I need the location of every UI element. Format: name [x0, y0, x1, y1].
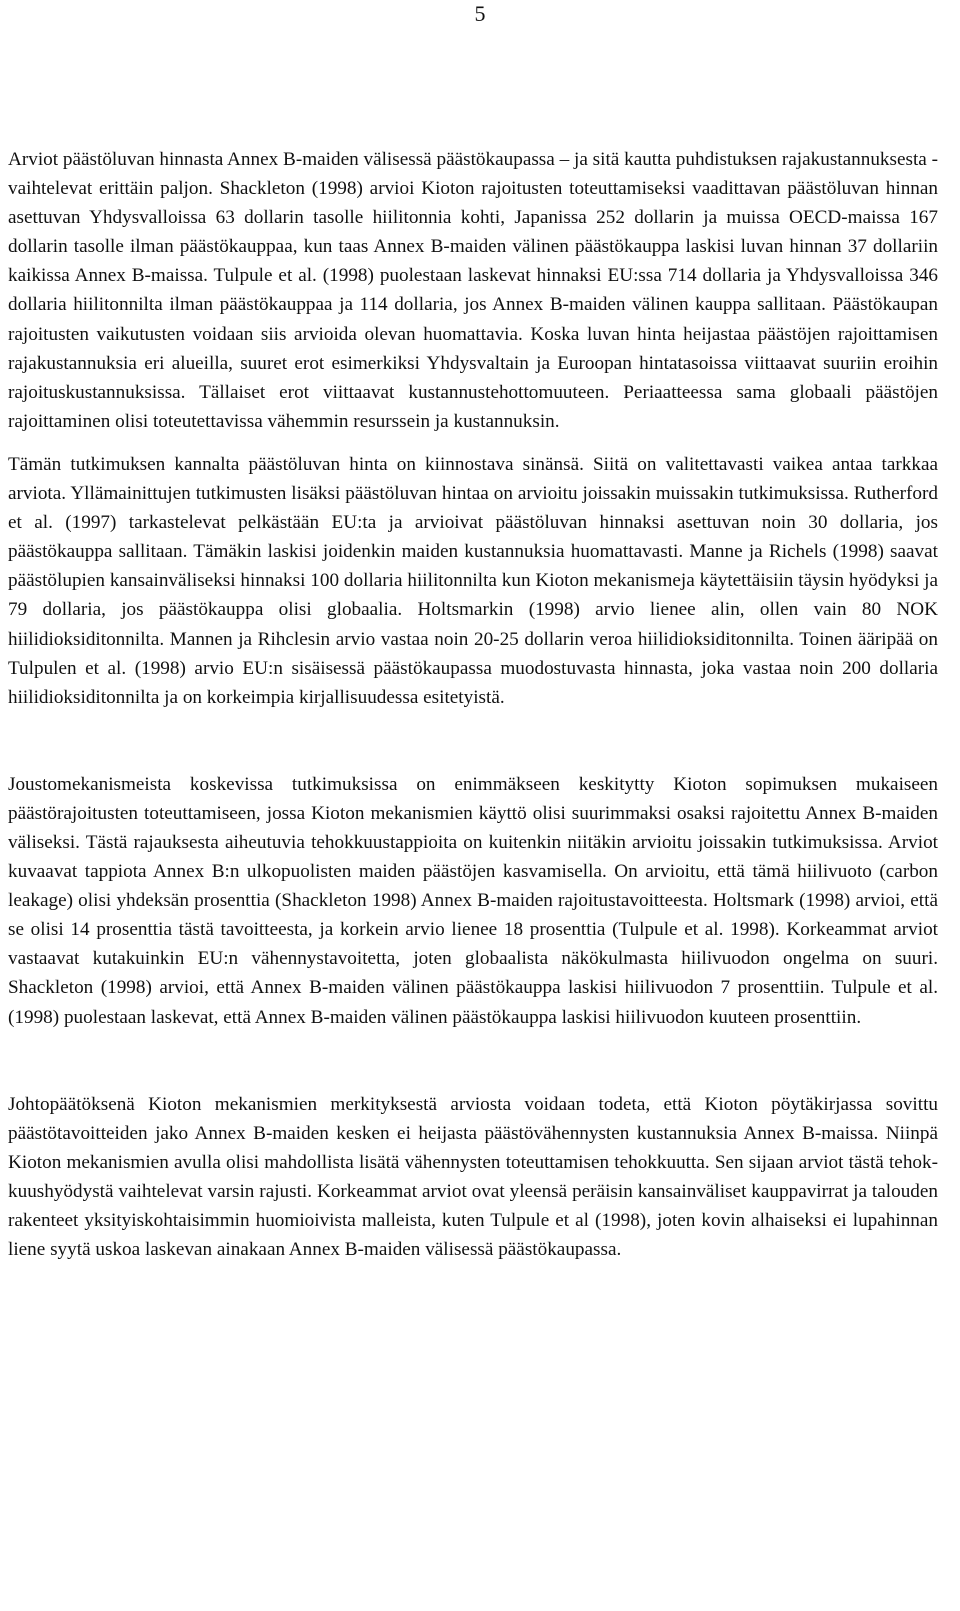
paragraph-permit-price-studies: Tämän tutkimuksen kannalta päästöluvan hinta on kiinnostava sinänsä. Siitä on valitettavasti vaikea antaa tarkkaa arviota. Yllämainittujen tutkimusten lisäksi päästöluvan hintaa on arvioitu joissakin muissakin tutkimuksissa. Rutherford et al. (1997) tarkastelevat pelkästään EU:ta ja arvioivat päästöluvan hinnaksi asettuvan noin 30 dollaria, jos päästökauppa sallitaan. Tämäkin laskisi joidenkin maiden kustannuksia huomattavasti. Manne ja Richels (1998) saavat päästölupien kansainväliseksi hinnaksi 100 dollaria hiilitonnilta kun Kioton mekanismeja käytettäisiin täysin hyödyksi ja 79 dollaria, jos päästökauppa olisi globaalia. Holtsmarkin (1998) arvio lienee alin, ollen vain 80 NOK hiilidioksiditonnilta. Mannen ja Rihclesin arvio vastaa noin 20-25 dollarin veroa hiilidioksiditonnilta. Toinen ääripää on Tulpulen et al. (1998) arvio EU:n sisäisessä päästökaupassa muodostuvasta hinnasta, joka vastaa noin 200 dollaria hiilidioksiditonnilta ja on korkeimpia kirjallisuudessa esitetyistä. — [8, 453, 938, 708]
paragraph-spacer — [8, 712, 938, 770]
document-body — [8, 145, 938, 1264]
paragraph-spacer — [8, 436, 938, 450]
paragraph-permit-price-estimates: Arviot päästöluvan hinnasta Annex B-maiden välisessä päästökaupassa – ja sitä kautta puhdistuksen rajakustannuksesta - vaihtelevat erittäin paljon. Shackleton (1998) arvioi Kioton rajoitusten toteuttamiseksi vaadittavan päästöluvan hinnan asettuvan Yhdysvalloissa 63 dollarin tasolle hiilitonnia kohti, Japanissa 252 dollarin ja muissa OECD-maissa 167 dollarin tasolle ilman päästökauppaa, kun taas Annex B-maiden välinen päästökauppa laskisi luvan hinnan 37 dollariin kaikissa Annex B-maissa. Tulpule et al. (1998) puolestaan laskevat hinnaksi EU:ssa 714 dollaria ja Yhdysvalloissa 346 dollaria hiilitonnilta ilman päästökauppaa ja 114 dollaria, jos Annex B-maiden välinen kauppa sallitaan. Päästökaupan rajoitusten vaikutusten voidaan siis arvioida olevan huomattavia. Koska luvan hinta heijastaa päästöjen rajoittamisen rajakustannuksia eri alueilla, suuret erot esimerkiksi Yhdysvaltain ja Euroopan hintatasoissa viittaavat suuriin eroihin rajoituskustannuksissa. Tällaiset erot viittaavat kustannustehottomuuteen. Periaatteessa sama globaali päästöjen rajoittaminen olisi toteutettavissa vähemmin resurssein ja kustannuksin. — [8, 149, 938, 432]
paragraph-carbon-leakage: Joustomekanismeista koskevissa tutkimuksissa on enimmäkseen keskitytty Kioton sopimuksen mukaiseen päästörajoitusten toteuttamiseen, jossa Kioton mekanismien käyttö olisi suurimmaksi osaksi rajoitettu Annex B-maiden väliseksi. Tästä rajauksesta aiheutuvia tehokkuustappioita on kuitenkin niitäkin arvioitu joissakin tutkimuksissa. Arviot kuvaavat tappiota Annex B:n ulkopuolisten maiden päästöjen kasvamisella. On arvioitu, että tämä hiilivuoto (carbon leakage) olisi yhdeksän prosenttia (Shackleton 1998) Annex B-maiden rajoitustavoitteesta. Holtsmark (1998) arvioi, että se olisi 14 prosenttia tästä tavoitteesta, ja korkein arvio lienee 18 prosenttia (Tulpule et al. 1998). Korkeammat arviot vastaavat kutakuinkin EU:n vähennystavoitetta, joten globaalista näkökulmasta hiilivuodon ongelma on suuri. Shackleton (1998) arvioi, että Annex B-maiden välinen päästökauppa laskisi hiilivuodon 7 prosenttiin. Tulpule et al. (1998) puolestaan laskevat, että Annex B-maiden välinen päästökauppa laskisi hiilivuodon kuuteen prosenttiin. — [8, 773, 938, 1028]
paragraph-conclusion: Johtopäätöksenä Kioton mekanismien merkityksestä arviosta voidaan todeta, että Kioton pöytäkirjassa sovittu päästötavoitteiden jako Annex B-maiden kesken ei heijasta päästövähennysten kustannuksia Annex B-maissa. Niinpä Kioton mekanismien avulla olisi mahdollista lisätä vähennysten toteuttamisen tehokkuutta. Sen sijaan arviot tästä tehokkuushyödystä vaihtelevat varsin rajusti. Korkeammat arviot ovat yleensä peräisin kansainväliset kauppavirrat ja talouden rakenteet yksityiskohtaisimmin huomioivista malleista, kuten Tulpule et al (1998), joten kovin alhaiseksi ei lupahinnan liene syytä uskoa laskevan ainakaan Annex B-maiden välisessä päästökaupassa. — [8, 1093, 938, 1261]
page-number: 5 — [474, 1, 486, 26]
paragraph-spacer — [8, 1032, 938, 1090]
